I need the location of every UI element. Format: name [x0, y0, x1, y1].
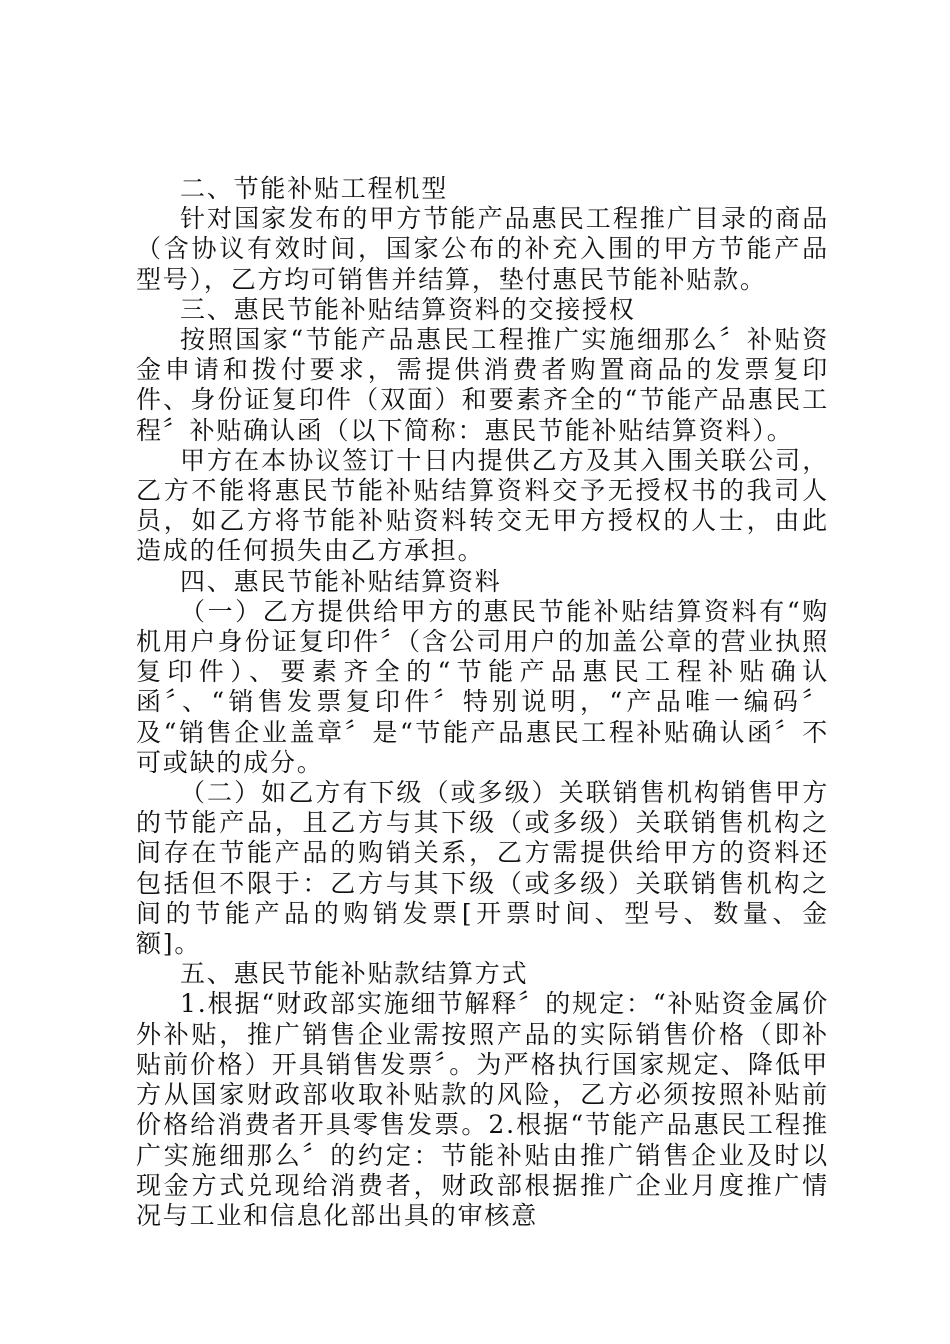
- paragraph-settlement: 1.根据“财政部实施细节解释〞的规定：“补贴资金属价外补贴，推广销售企业需按照产品的实际销售价格（即补贴前价格）开具销售发票〞。为严格执行国家规定、降低甲方从国家财政部收取补贴款的风险，乙方必须按照补贴前价格给消费者开具零售发票。2.根据“节能产品惠民工程推广实施细那么〞的约定：节能补贴由推广销售企业及时以现金方式兑现给消费者，财政部根据推广企业月度推广情况与工业和信息化部出具的审核意: [136, 989, 829, 1230]
- heading-section-2: 二、节能补贴工程机型: [180, 174, 449, 203]
- document-page: [136, 174, 829, 1231]
- paragraph-requirements: 按照国家“节能产品惠民工程推广实施细那么〞补贴资金申请和拨付要求，需提供消费者购置商品的发票复印件、身份证复印件（双面）和要素齐全的“节能产品惠民工程〞补贴确认函（以下简称：惠民节能补贴结算资料）。: [136, 325, 829, 445]
- paragraph-item-1: （一）乙方提供给甲方的惠民节能补贴结算资料有“购机用户身份证复印件〞（含公司用户的加盖公章的营业执照复印件）、要素齐全的“节能产品惠民工程补贴确认函〞、“销售发票复印件〞特别说明，“产品唯一编码〞及“销售企业盖章〞是“节能产品惠民工程补贴确认函〞不可或缺的成分。: [136, 596, 829, 777]
- heading-section-4: 四、惠民节能补贴结算资料: [180, 566, 502, 596]
- paragraph-item-2: （二）如乙方有下级（或多级）关联销售机构销售甲方的节能产品，且乙方与其下级（或多级）关联销售机构之间存在节能产品的购销关系，乙方需提供给甲方的资料还包括但不限于：乙方与其下级（或多级）关联销售机构之间的节能产品的购销发票[开票时间、型号、数量、金额]。: [136, 778, 829, 959]
- heading-section-5: 五、惠民节能补贴款结算方式: [180, 959, 529, 989]
- paragraph-models: 针对国家发布的甲方节能产品惠民工程推广目录的商品（含协议有效时间，国家公布的补充入围的甲方节能产品型号），乙方均可销售并结算，垫付惠民节能补贴款。: [136, 204, 829, 294]
- paragraph-authorization: 甲方在本协议签订十日内提供乙方及其入围关联公司，乙方不能将惠民节能补贴结算资料交予无授权书的我司人员，如乙方将节能补贴资料转交无甲方授权的人士，由此造成的任何损失由乙方承担。: [136, 445, 829, 566]
- heading-section-3: 三、惠民节能补贴结算资料的交接授权: [180, 294, 636, 324]
